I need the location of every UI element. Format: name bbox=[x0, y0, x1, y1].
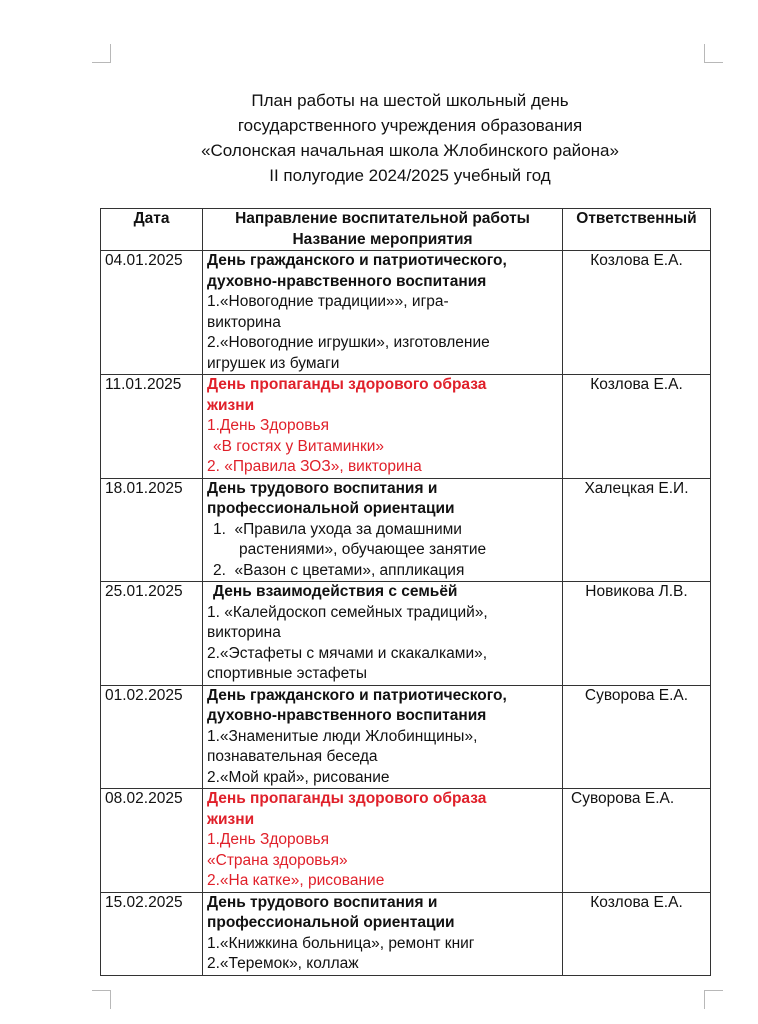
row-item-line: 1. «Калейдоскоп семейных традиций», bbox=[207, 603, 488, 621]
row-item-line: викторина bbox=[207, 313, 281, 331]
row-item-line: 1.«Знаменитые люди Жлобинщины», bbox=[207, 727, 478, 745]
header-date: Дата bbox=[101, 209, 203, 251]
title-line-2: государственного учреждения образования bbox=[237, 116, 583, 135]
row-item-line: 1.«Книжкина больница», ремонт книг bbox=[207, 934, 475, 952]
row-direction-line: День пропаганды здорового образа bbox=[207, 790, 487, 807]
row-item-line: «В гостях у Витаминки» bbox=[213, 437, 385, 455]
title-line-1: План работы на шестой школьный день bbox=[251, 91, 569, 110]
table-row bbox=[101, 685, 711, 789]
title-line-3: «Солонская начальная школа Жлобинского района» bbox=[201, 141, 619, 160]
row-item-line: 2.«На катке», рисование bbox=[207, 872, 385, 889]
row-date: 11.01.2025 bbox=[101, 375, 203, 479]
header-direction-line-1: Направление воспитательной работы bbox=[235, 210, 530, 227]
row-item-line: растениями», обучающее занятие bbox=[239, 541, 487, 558]
row-item-line: 1.День Здоровья bbox=[207, 417, 329, 434]
row-item-line: викторина bbox=[207, 624, 281, 641]
row-item-line: спортивные эстафеты bbox=[207, 665, 367, 682]
row-responsible: Козлова Е.А. bbox=[563, 892, 711, 975]
header-responsible: Ответственный bbox=[563, 209, 711, 251]
row-item-line bbox=[207, 292, 558, 313]
table-row bbox=[101, 582, 711, 686]
row-direction-line: профессиональной ориентации bbox=[207, 914, 455, 931]
row-responsible: Суворова Е.А. bbox=[563, 685, 711, 789]
row-content bbox=[203, 892, 563, 975]
page-corner-mark-bottom-left bbox=[92, 990, 111, 1009]
table-row bbox=[101, 789, 711, 893]
row-direction-line: День гражданского и патриотического, bbox=[207, 252, 507, 269]
row-date: 04.01.2025 bbox=[101, 251, 203, 375]
table-header-row bbox=[101, 209, 711, 251]
row-item-line: 2.«Теремок», коллаж bbox=[207, 955, 359, 972]
row-content bbox=[203, 582, 563, 686]
row-item-line: «Страна здоровья» bbox=[207, 851, 348, 869]
page-corner-mark-bottom-right bbox=[704, 990, 723, 1009]
row-direction-line: День пропаганды здорового образа bbox=[207, 376, 487, 393]
page-corner-mark-top-right bbox=[704, 44, 723, 63]
row-direction-line: День трудового воспитания и bbox=[207, 893, 438, 911]
row-direction-line: жизни bbox=[207, 396, 255, 414]
table-row bbox=[101, 478, 711, 582]
row-item-text: 1.«Новогодние традиции»», игра- bbox=[207, 293, 449, 310]
table-row bbox=[101, 375, 711, 479]
row-item-line: познавательная беседа bbox=[207, 748, 378, 765]
row-responsible: Халецкая Е.И. bbox=[563, 478, 711, 582]
row-date: 15.02.2025 bbox=[101, 892, 203, 975]
table-row bbox=[101, 892, 711, 975]
row-direction-line: духовно-нравственного воспитания bbox=[207, 272, 487, 290]
document-title bbox=[100, 88, 720, 188]
row-date: 01.02.2025 bbox=[101, 685, 203, 789]
row-direction-line: духовно-нравственного воспитания bbox=[207, 707, 487, 724]
row-direction-line: День взаимодействия с семьёй bbox=[213, 583, 458, 600]
row-item-line: 2.«Эстафеты с мячами и скакалками», bbox=[207, 644, 488, 662]
row-item-line: 2. «Правила ЗОЗ», викторина bbox=[207, 458, 422, 475]
table-row bbox=[101, 251, 711, 375]
row-item-line: 2.«Мой край», рисование bbox=[207, 768, 390, 786]
row-responsible: Козлова Е.А. bbox=[563, 375, 711, 479]
row-content bbox=[203, 685, 563, 789]
row-item-line: игрушек из бумаги bbox=[207, 354, 340, 372]
row-direction-line: профессиональной ориентации bbox=[207, 500, 455, 517]
row-responsible: Козлова Е.А. bbox=[563, 251, 711, 375]
header-direction-line-2: Название мероприятия bbox=[292, 230, 473, 248]
row-item-line: 1.День Здоровья bbox=[207, 831, 329, 848]
row-date: 08.02.2025 bbox=[101, 789, 203, 893]
row-item-line: 2.«Новогодние игрушки», изготовление bbox=[207, 334, 490, 351]
row-direction-line: жизни bbox=[207, 810, 255, 828]
row-direction-line: День трудового воспитания и bbox=[207, 479, 438, 497]
row-content bbox=[203, 789, 563, 893]
row-item-line: 2. «Вазон с цветами», аппликация bbox=[213, 561, 465, 579]
row-responsible: Новикова Л.В. bbox=[563, 582, 711, 686]
row-direction-line: День гражданского и патриотического, bbox=[207, 686, 507, 704]
row-content bbox=[203, 251, 563, 375]
page-corner-mark-top-left bbox=[92, 44, 111, 63]
header-direction bbox=[203, 209, 563, 251]
row-content bbox=[203, 478, 563, 582]
plan-table bbox=[100, 208, 711, 976]
row-date: 25.01.2025 bbox=[101, 582, 203, 686]
title-line-4: II полугодие 2024/2025 учебный год bbox=[269, 166, 551, 185]
row-content bbox=[203, 375, 563, 479]
row-responsible: Суворова Е.А. bbox=[563, 789, 711, 893]
row-item-line: 1. «Правила ухода за домашними bbox=[213, 520, 462, 538]
row-date: 18.01.2025 bbox=[101, 478, 203, 582]
